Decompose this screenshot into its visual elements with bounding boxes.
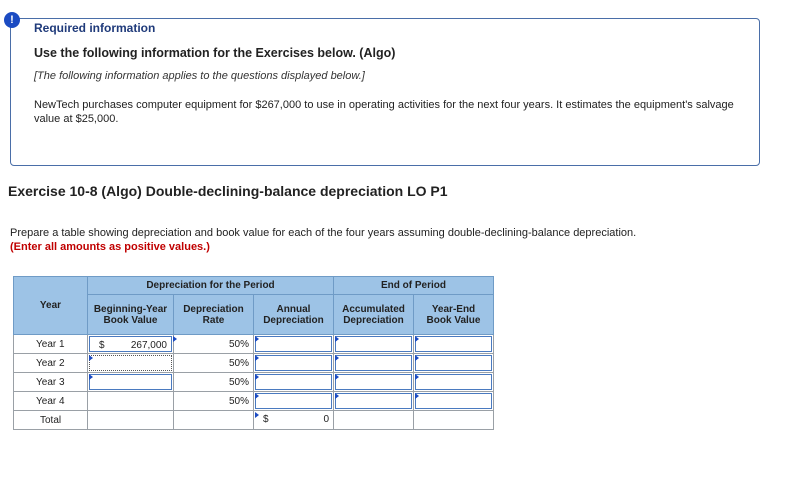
- year-label: Year 1: [14, 335, 88, 354]
- annual-depreciation-input[interactable]: [255, 355, 332, 371]
- end-of-period-header: End of Period: [334, 277, 494, 295]
- input-marker-icon: [255, 412, 259, 418]
- accumulated-depreciation-input[interactable]: [335, 336, 412, 352]
- input-marker-icon: [415, 393, 419, 399]
- beginning-book-value-input[interactable]: [89, 355, 172, 371]
- annual-depreciation-header: Annual Depreciation: [254, 295, 334, 335]
- beginning-book-value-cell: [88, 335, 174, 354]
- table-row: [14, 392, 494, 411]
- depreciation-rate-cell: 50%: [174, 373, 254, 392]
- accumulated-depreciation-header: Accumulated Depreciation: [334, 295, 414, 335]
- beginning-book-value-cell: [88, 392, 174, 411]
- depreciation-rate-cell: 50%: [174, 354, 254, 373]
- input-marker-icon: [415, 355, 419, 361]
- year-end-book-value-input[interactable]: [415, 374, 492, 390]
- year-header: Year: [14, 277, 88, 335]
- depreciation-rate-cell: 50%: [174, 335, 254, 354]
- accumulated-depreciation-cell: [334, 373, 414, 392]
- depreciation-table: [13, 276, 494, 430]
- info-note: [The following information applies to the questions displayed below.]: [34, 70, 365, 82]
- accumulated-depreciation-cell: [334, 354, 414, 373]
- input-marker-icon: [335, 355, 339, 361]
- table-row: [14, 373, 494, 392]
- required-information-panel: [10, 18, 760, 166]
- input-marker-icon: [89, 374, 93, 380]
- beginning-book-value-header: Beginning-Year Book Value: [88, 295, 174, 335]
- input-marker-icon: [89, 355, 93, 361]
- accumulated-depreciation-cell: [334, 392, 414, 411]
- input-marker-icon: [173, 336, 177, 342]
- beginning-book-value-input[interactable]: $ 267,000: [89, 336, 172, 352]
- annual-depreciation-cell: [254, 335, 334, 354]
- total-annual-depreciation-cell: [254, 411, 334, 430]
- input-marker-icon: [335, 336, 339, 342]
- year-end-book-value-header: Year-End Book Value: [414, 295, 494, 335]
- exercise-title: Exercise 10-8 (Algo) Double-declining-balance depreciation LO P1: [8, 183, 448, 199]
- input-marker-icon: [255, 336, 259, 342]
- annual-depreciation-cell: [254, 392, 334, 411]
- input-marker-icon: [255, 374, 259, 380]
- total-dollar-sign: $: [263, 414, 269, 425]
- annual-depreciation-input[interactable]: [255, 374, 332, 390]
- depreciation-period-header: Depreciation for the Period: [88, 277, 334, 295]
- beginning-book-value-input[interactable]: [89, 374, 172, 390]
- year-label: Year 4: [14, 392, 88, 411]
- info-heading: Use the following information for the Exercises below. (Algo): [34, 46, 396, 60]
- year-end-book-value-cell: [414, 354, 494, 373]
- input-marker-icon: [415, 374, 419, 380]
- year-label: Year 2: [14, 354, 88, 373]
- annual-depreciation-input[interactable]: [255, 393, 332, 409]
- exercise-instructions: Prepare a table showing depreciation and book value for each of the four years assuming double-declining-balance depreciation.: [10, 227, 637, 239]
- total-annual-depreciation: 0: [323, 414, 329, 425]
- year-end-book-value-input[interactable]: [415, 393, 492, 409]
- accumulated-depreciation-input[interactable]: [335, 355, 412, 371]
- input-marker-icon: [335, 393, 339, 399]
- input-marker-icon: [335, 374, 339, 380]
- accumulated-depreciation-input[interactable]: [335, 374, 412, 390]
- annual-depreciation-input[interactable]: [255, 336, 332, 352]
- info-body: NewTech purchases computer equipment for $267,000 to use in operating activities for the next four years. It estimates the equipment's salvage value at $25,000.: [34, 99, 734, 125]
- annual-depreciation-cell: [254, 354, 334, 373]
- year-end-book-value-input[interactable]: [415, 336, 492, 352]
- depreciation-rate-cell: 50%: [174, 392, 254, 411]
- table-row-total: [14, 411, 494, 430]
- table-row: [14, 335, 494, 354]
- input-marker-icon: [255, 355, 259, 361]
- beginning-book-value-cell: [88, 354, 174, 373]
- year-label: Year 3: [14, 373, 88, 392]
- total-label: Total: [14, 411, 88, 430]
- input-marker-icon: [255, 393, 259, 399]
- alert-icon: !: [4, 12, 20, 28]
- year-end-book-value-input[interactable]: [415, 355, 492, 371]
- year-end-book-value-cell: [414, 392, 494, 411]
- exercise-instructions-note: (Enter all amounts as positive values.): [10, 241, 210, 253]
- table-row: [14, 354, 494, 373]
- accumulated-depreciation-cell: [334, 335, 414, 354]
- beginning-book-value-cell: [88, 373, 174, 392]
- required-information-title: Required information: [34, 21, 156, 35]
- input-marker-icon: [415, 336, 419, 342]
- accumulated-depreciation-input[interactable]: [335, 393, 412, 409]
- depreciation-rate-header: Depreciation Rate: [174, 295, 254, 335]
- year-end-book-value-cell: [414, 335, 494, 354]
- annual-depreciation-cell: [254, 373, 334, 392]
- year-end-book-value-cell: [414, 373, 494, 392]
